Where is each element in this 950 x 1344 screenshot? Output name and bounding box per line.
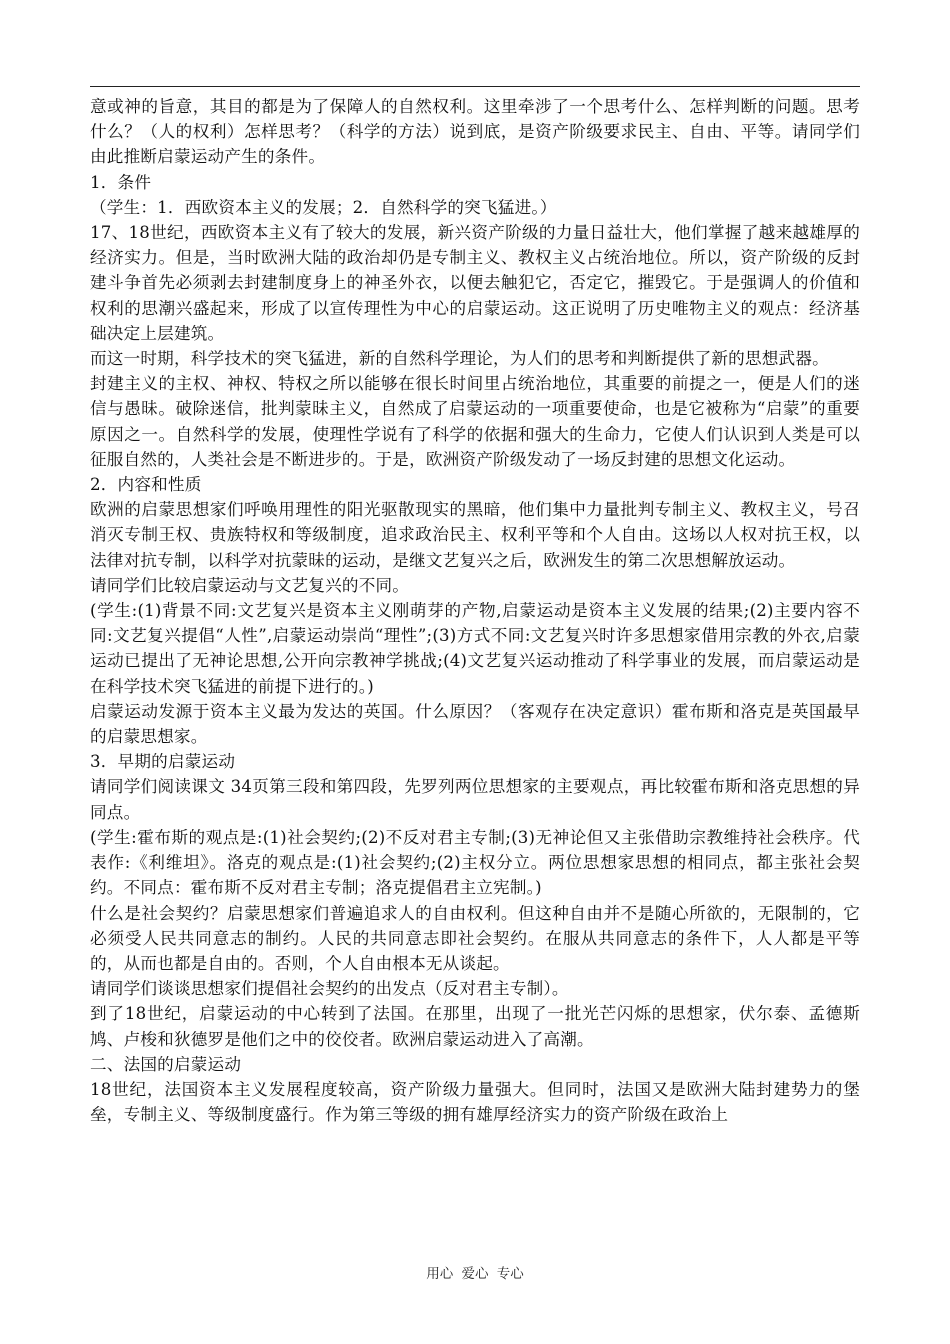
paragraph: 欧洲的启蒙思想家们呼唤用理性的阳光驱散现实的黑暗，他们集中力量批判专制主义、教权主义，号召消灭专制王权、贵族特权和等级制度，追求政治民主、权利平等和个人自由。这场以人权对抗王权，以法律对抗专制，以科学对抗蒙昧的运动，是继文艺复兴之后，欧洲发生的第二次思想解放运动。 [90, 500, 860, 570]
paragraph: （学生：1．西欧资本主义的发展；2．自然科学的突飞猛进。） [90, 197, 557, 217]
paragraph: (学生:(1)背景不同:文艺复兴是资本主义刚萌芽的产物,启蒙运动是资本主义发展的结果;(2)主要内容不同:文艺复兴提倡“人性”,启蒙运动崇尚“理性”;(3)方式不同:文艺复兴时许多思想家借用宗教的外衣,启蒙运动已提出了无神论思想,公开向宗教神学挑战;(4)文艺复兴运动推动了科学事业的发展，而启蒙运动是在科学技术突飞猛进的前提下进行的。) [90, 601, 860, 696]
paragraph: 封建主义的主权、神权、特权之所以能够在很长时间里占统治地位，其重要的前提之一，便是人们的迷信与愚昧。破除迷信，批判蒙昧主义，自然成了启蒙运动的一项重要使命，也是它被称为“启蒙”的重要原因之一。自然科学的发展，使理性学说有了科学的依据和强大的生命力，它使人们认识到人类是可以征服自然的，人类社会是不断进步的。于是，欧洲资产阶级发动了一场反封建的思想文化运动。 [90, 374, 860, 469]
paragraph: 意或神的旨意，其目的都是为了保障人的自然权利。这里牵涉了一个思考什么、怎样判断的问题。思考什么？（人的权利）怎样思考？（科学的方法）说到底，是资产阶级要求民主、自由、平等。请同学们由此推断启蒙运动产生的条件。 [90, 97, 860, 167]
paragraph: 到了18世纪，启蒙运动的中心转到了法国。在那里，出现了一批光芒闪烁的思想家，伏尔泰、孟德斯鸠、卢梭和狄德罗是他们之中的佼佼者。欧洲启蒙运动进入了高潮。 [90, 1004, 860, 1049]
paragraph: 启蒙运动发源于资本主义最为发达的英国。什么原因？（客观存在决定意识）霍布斯和洛克是英国最早的启蒙思想家。 [90, 701, 860, 747]
paragraph: 17、18世纪，西欧资本主义有了较大的发展，新兴资产阶级的力量日益壮大，他们掌握了越来越雄厚的经济实力。但是，当时欧洲大陆的政治却仍是专制主义、教权主义占统治地位。所以，资产阶级的反封建斗争首先必须剥去封建制度身上的神圣外衣，以便去触犯它，否定它，摧毁它。于是强调人的价值和权利的思潮兴盛起来，形成了以宣传理性为中心的启蒙运动。这正说明了历史唯物主义的观点：经济基础决定上层建筑。 [90, 223, 860, 343]
paragraph: 而这一时期，科学技术的突飞猛进，新的自然科学理论，为人们的思考和判断提供了新的思想武器。 [90, 349, 829, 369]
paragraph: 请同学们阅读课文 34页第三段和第四段，先罗列两位思想家的主要观点，再比较霍布斯和洛克思想的异同点。 [90, 777, 860, 822]
paragraph: 什么是社会契约？启蒙思想家们普遍追求人的自由权利。但这种自由并不是随心所欲的，无限制的，它必须受人民共同意志的制约。人民的共同意志即社会契约。在服从共同意志的条件下，人人都是平等的，从而也都是自由的。否则，个人自由根本无从谈起。 [90, 903, 860, 973]
section-heading-early-enlightenment: 3．早期的启蒙运动 [90, 752, 236, 772]
paragraph: 请同学们比较启蒙运动与文艺复兴的不同。 [90, 575, 410, 595]
section-heading-conditions: 1．条件 [90, 172, 152, 192]
document-body [90, 94, 860, 1127]
paragraph: 18世纪，法国资本主义发展程度较高，资产阶级力量强大。但同时，法国又是欧洲大陆封建势力的堡垒，专制主义、等级制度盛行。作为第三等级的拥有雄厚经济实力的资产阶级在政治上 [90, 1079, 860, 1125]
header-rule [90, 86, 860, 87]
page-footer: 用心 爱心 专心 [426, 1266, 524, 1282]
section-heading-french-enlightenment: 二、法国的启蒙运动 [90, 1054, 242, 1074]
paragraph: 请同学们谈谈思想家们提倡社会契约的出发点（反对君主专制）。 [90, 979, 569, 999]
paragraph: (学生:霍布斯的观点是:(1)社会契约;(2)不反对君主专制;(3)无神论但又主张借助宗教维持社会秩序。代表作:《利维坦》。洛克的观点是:(1)社会契约;(2)主权分立。两位思想家思想的相同点，都主张社会契约。不同点：霍布斯不反对君主专制；洛克提倡君主立宪制。) [90, 827, 860, 898]
section-heading-content-nature: 2．内容和性质 [90, 475, 202, 495]
